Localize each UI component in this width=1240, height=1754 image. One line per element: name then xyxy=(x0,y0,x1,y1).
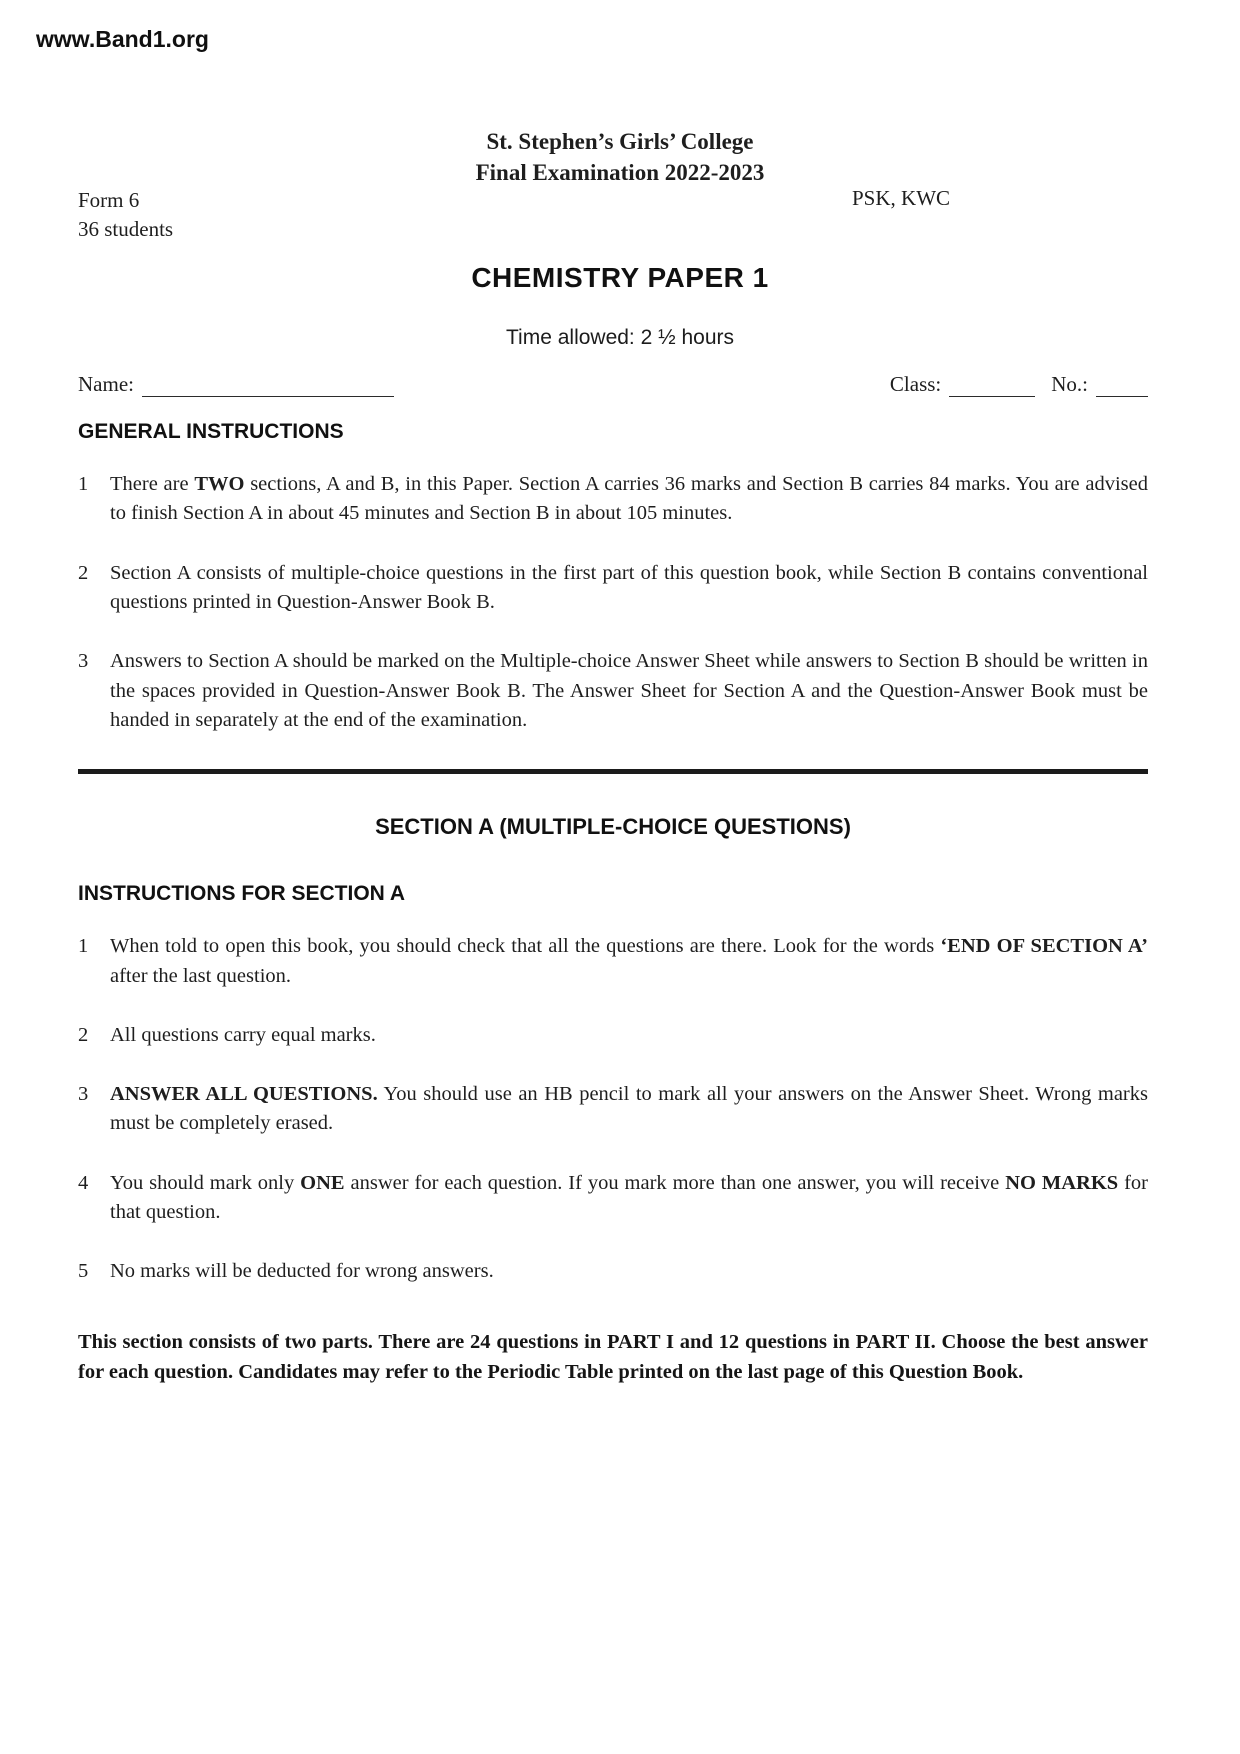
exam-title: Final Examination 2022-2023 xyxy=(475,160,765,186)
part-summary-note: This section consists of two parts. There are 24 questions in PART I and 12 questions in PART II. Choose the best answer for each question. Candidates may refer to the Periodic Table printed on the last page of this Question Book. xyxy=(78,1330,1148,1384)
teacher-initials: PSK, KWC xyxy=(852,186,951,210)
item-text: ANSWER ALL QUESTIONS. You should use an HB pencil to mark all your answers on the Answer Sheet. Wrong marks must be completely erased. xyxy=(110,1083,1148,1135)
document-body xyxy=(78,420,1148,1388)
item-number: 3 xyxy=(78,650,89,673)
item-text: No marks will be deducted for wrong answers. xyxy=(110,1260,494,1283)
item-number: 1 xyxy=(78,473,89,495)
item-number: 2 xyxy=(78,561,89,584)
section-a-instruction-item xyxy=(78,1169,1148,1228)
watermark: www.Band1.org xyxy=(36,26,209,52)
class-label: Class: xyxy=(889,372,942,396)
name-label: Name: xyxy=(78,372,134,396)
school-name: St. Stephen’s Girls’ College xyxy=(486,129,754,154)
time-allowed: Time allowed: 2 ½ hours xyxy=(506,326,734,349)
item-number: 4 xyxy=(78,1171,89,1194)
name-field-line xyxy=(142,373,394,397)
item-text: Section A consists of multiple-choice questions in the first part of this question book, while Section B contains conventional questions printed in Question-Answer Book B. xyxy=(110,561,1148,613)
item-text: There are TWO sections, A and B, in this Paper. Section A carries 36 marks and Section B carries 84 marks. You are advised to finish Section A in about 45 minutes and Section B in about 105 minutes. xyxy=(110,473,1149,525)
general-instructions-heading: GENERAL INSTRUCTIONS xyxy=(78,420,344,443)
paper-title: CHEMISTRY PAPER 1 xyxy=(471,262,769,293)
no-label: No.: xyxy=(1051,372,1088,396)
item-text: Answers to Section A should be marked on the Multiple-choice Answer Sheet while answers to Section B should be written in the spaces provided in Question-Answer Book B. The Answer Sheet for Section A and the Question-Answer Book must be handed in separately at the end of the examination. xyxy=(110,650,1148,731)
item-text: When told to open this book, you should check that all the questions are there. Look for the words ‘END OF SECTION A’ after the last question. xyxy=(110,935,1149,987)
section-divider xyxy=(78,769,1148,774)
section-a-instruction-item xyxy=(78,1257,1148,1286)
form-label: Form 6 xyxy=(78,188,140,212)
general-instruction-item xyxy=(78,647,1148,735)
item-text: You should mark only ONE answer for each question. If you mark more than one answer, you will receive NO MARKS for that question. xyxy=(110,1171,1149,1224)
general-instruction-item xyxy=(78,470,1148,529)
item-number: 5 xyxy=(78,1260,89,1283)
item-number: 2 xyxy=(78,1023,89,1046)
item-number: 3 xyxy=(78,1083,89,1106)
class-field-line xyxy=(949,373,1035,397)
candidate-info-row xyxy=(78,372,1148,397)
general-instruction-item xyxy=(78,559,1148,618)
section-a-heading: SECTION A (MULTIPLE-CHOICE QUESTIONS) xyxy=(375,814,851,840)
section-a-instruction-item xyxy=(78,1080,1148,1139)
school-header xyxy=(0,126,1240,188)
section-a-instruction-item xyxy=(78,1021,1148,1050)
item-text: All questions carry equal marks. xyxy=(110,1023,376,1046)
section-a-instructions-heading: INSTRUCTIONS FOR SECTION A xyxy=(78,882,406,906)
item-number: 1 xyxy=(78,935,89,958)
section-a-instruction-item xyxy=(78,932,1148,991)
students-count: 36 students xyxy=(78,217,174,242)
form-info xyxy=(78,186,173,245)
no-field-line xyxy=(1096,373,1148,397)
